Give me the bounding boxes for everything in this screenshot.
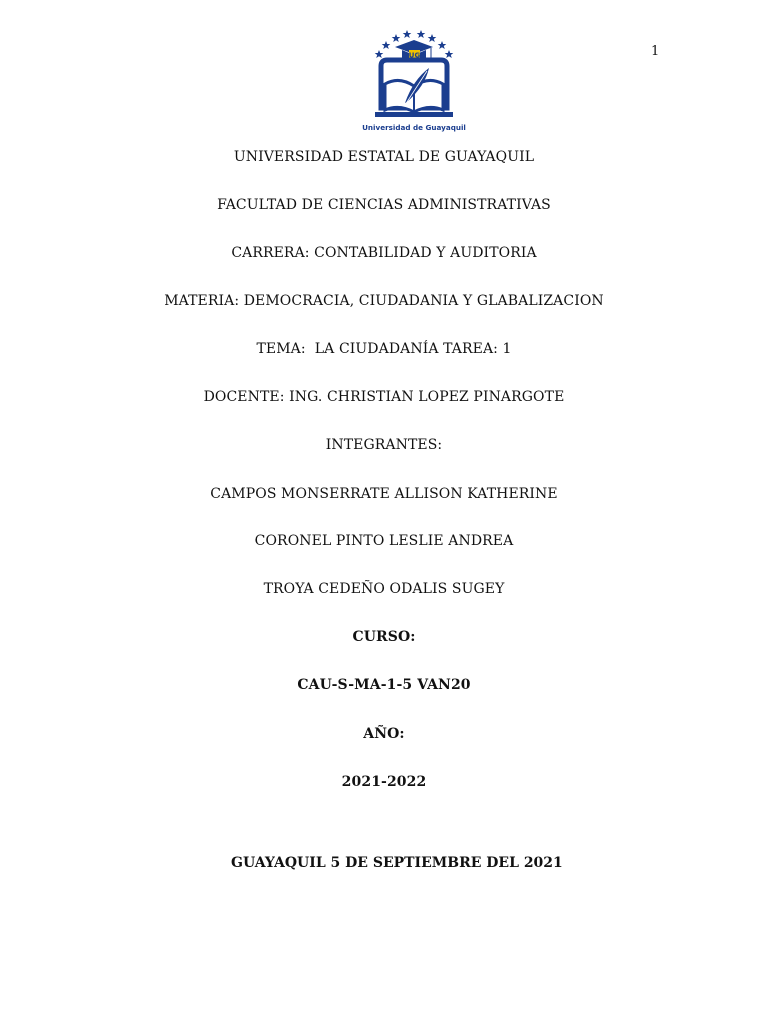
university-logo [362, 28, 466, 136]
member-name: CORONEL PINTO LESLIE ANDREA [254, 533, 514, 549]
career: CARRERA: CONTABILIDAD Y AUDITORIA [231, 245, 537, 261]
place-and-date: GUAYAQUIL 5 DE SEPTIEMBRE DEL 2021 [231, 855, 563, 871]
member-name: CAMPOS MONSERRATE ALLISON KATHERINE [210, 486, 558, 502]
members-label: INTEGRANTES: [325, 437, 443, 453]
course-label: CURSO: [352, 629, 416, 645]
university-name: UNIVERSIDAD ESTATAL DE GUAYAQUIL [233, 149, 535, 165]
faculty-name: FACULTAD DE CIENCIAS ADMINISTRATIVAS [217, 197, 551, 213]
page-number: 1 [651, 44, 660, 59]
year-label: AÑO: [363, 726, 405, 742]
university-crest-icon [362, 28, 466, 136]
member-name: TROYA CEDEÑO ODALIS SUGEY [263, 581, 505, 597]
logo-monogram: UG [408, 51, 421, 60]
teacher: DOCENTE: ING. CHRISTIAN LOPEZ PINARGOTE [203, 389, 565, 405]
topic: TEMA: LA CIUDADANÍA TAREA: 1 [256, 341, 512, 357]
academic-year: 2021-2022 [341, 774, 427, 790]
logo-caption: Universidad de Guayaquil [362, 123, 466, 132]
course-code: CAU-S-MA-1-5 VAN20 [297, 677, 471, 693]
subject: MATERIA: DEMOCRACIA, CIUDADANIA Y GLABALIZACION [164, 293, 604, 309]
